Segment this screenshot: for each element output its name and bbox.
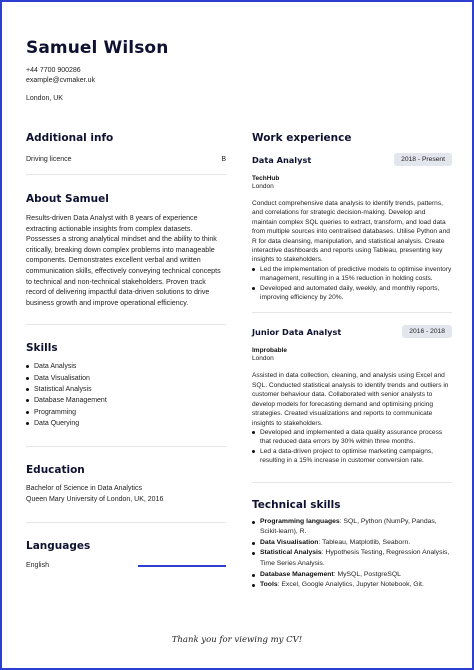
education-heading: Education <box>26 464 85 477</box>
tech-skill-label: Database Management <box>260 570 334 578</box>
driving-licence-label: Driving licence <box>26 156 72 163</box>
contact-block <box>26 66 446 86</box>
section-divider <box>252 312 452 313</box>
job-header <box>252 325 452 338</box>
right-column <box>252 132 452 591</box>
technical-skills-section <box>252 499 452 591</box>
achievement-item: Developed and implemented a data quality assurance process that reduced data errors by 30% within three months. <box>252 428 452 447</box>
tech-skill-label: Statistical Analysis <box>260 549 322 557</box>
technical-skills-list <box>252 517 452 591</box>
work-section <box>252 132 452 483</box>
tech-skill-value: : MySQL, PostgreSQL <box>333 570 401 578</box>
section-divider <box>26 324 226 325</box>
phone-number: +44 7700 900286 <box>26 67 81 74</box>
work-heading: Work experience <box>252 132 352 144</box>
job-description: Assisted in data collection, cleaning, and analysis using Excel and SQL. Conducted statistical analysis to identify trends and outliers in customer behaviour data. Collaborated with senior analysts to develop models for forecasting demand and optimising pricing strategies. Created visualizations and reports to communicate insights to stakeholders. <box>252 372 449 427</box>
skills-list <box>26 361 226 429</box>
achievement-item: Led the implementation of predictive models to optimise inventory management, resulting in a 15% reduction in holding costs. <box>252 265 452 284</box>
skill-item: Statistical Analysis <box>26 384 226 395</box>
about-text: Results-driven Data Analyst with 8 years of experience extracting actionable insights from complex datasets. Possesses a strong analytical mindset and the ability to think critically, breaking down complex problems into manageable components. Demonstrates excellent verbal and written communication skills, effectively conveying technical concepts to technical and non-technical stakeholders. Proven track record of delivering impactful data-driven solutions to drive business growth and improve operational efficiency. <box>26 214 221 307</box>
tech-skill-label: Data Visualisation <box>260 538 319 546</box>
language-level-bar <box>138 565 226 567</box>
email-address: example@cvmaker.uk <box>26 77 95 84</box>
education-entry <box>26 484 226 505</box>
achievement-item: Led a data-driven project to optimise marketing campaigns, resulting in a 15% increase in customer conversion rate. <box>252 447 452 466</box>
section-divider <box>252 482 452 483</box>
skill-item: Programming <box>26 407 226 418</box>
job-achievements <box>252 428 452 466</box>
skill-item: Data Querying <box>26 418 226 429</box>
language-row <box>26 562 226 569</box>
job-dates-badge: 2018 - Present <box>394 153 452 166</box>
tech-skill-value: : SQL, Python (NumPy, Pandas, Scikit-learn), R. <box>260 517 437 536</box>
cv-header <box>26 38 446 102</box>
footer-thank-you: Thank you for viewing my CV! <box>171 635 303 645</box>
tech-skill-label: Programming languages <box>260 517 340 525</box>
skills-section <box>26 342 226 447</box>
additional-info-heading: Additional info <box>26 132 114 144</box>
skill-item: Database Management <box>26 395 226 406</box>
tech-skill-value: : Tableau, Matplotlib, Seaborn. <box>318 538 411 546</box>
job-header <box>252 153 452 166</box>
candidate-name: Samuel Wilson <box>26 38 169 58</box>
left-column <box>26 132 226 569</box>
tech-skill-item <box>252 538 452 549</box>
tech-skill-item <box>252 580 452 591</box>
tech-skill-value: : Excel, Google Analytics, Jupyter Notebook, Git. <box>277 581 424 589</box>
skills-heading: Skills <box>26 342 58 355</box>
languages-heading: Languages <box>26 540 91 553</box>
driving-licence-value: B <box>221 156 226 163</box>
technical-skills-heading: Technical skills <box>252 498 341 511</box>
languages-section <box>26 540 226 569</box>
tech-skill-label: Tools <box>260 581 278 589</box>
tech-skill-item <box>252 517 452 538</box>
degree-name: Bachelor of Science in Data Analytics <box>26 485 142 493</box>
job-entry <box>252 153 452 313</box>
job-title: Junior Data Analyst <box>252 326 342 337</box>
education-section <box>26 464 226 523</box>
achievement-item: Developed and automated daily, weekly, and monthly reports, improving efficiency by 20%. <box>252 284 452 303</box>
skill-item: Data Visualisation <box>26 373 226 384</box>
job-achievements <box>252 265 452 303</box>
job-entry <box>252 325 452 482</box>
section-divider <box>26 174 226 175</box>
tech-skill-value: : Hypothesis Testing, Regression Analysis, Time Series Analysis. <box>260 549 450 567</box>
company-name: Improbable <box>252 347 288 355</box>
about-heading: About Samuel <box>26 193 109 205</box>
home-address: London, UK <box>26 95 63 102</box>
driving-licence-row <box>26 156 226 163</box>
job-title: Data Analyst <box>252 154 312 165</box>
language-name: English <box>26 562 49 570</box>
tech-skill-item <box>252 548 452 569</box>
tech-skill-item <box>252 570 452 581</box>
company-name: TechHub <box>252 175 280 182</box>
job-location: London <box>252 183 274 190</box>
section-divider <box>26 522 226 523</box>
skill-item: Data Analysis <box>26 361 226 372</box>
additional-info-section <box>26 132 226 175</box>
section-divider <box>26 446 226 447</box>
school-name: Queen Mary University of London, UK, 2016 <box>26 495 164 503</box>
job-description: Conduct comprehensive data analysis to identify trends, patterns, and correlations for strategic decision-making. Develop and maintain complex SQL queries to extract, transform, and load data from multiple sources into centralised databases. Utilise Python and R for data cleansing, manipulation, and statistical analysis. Create interactive dashboards and reports using Tableau, presenting key insights to stakeholders. <box>252 200 450 264</box>
job-dates-badge: 2016 - 2018 <box>402 325 452 338</box>
about-section <box>26 193 226 325</box>
job-location: London <box>252 355 274 363</box>
